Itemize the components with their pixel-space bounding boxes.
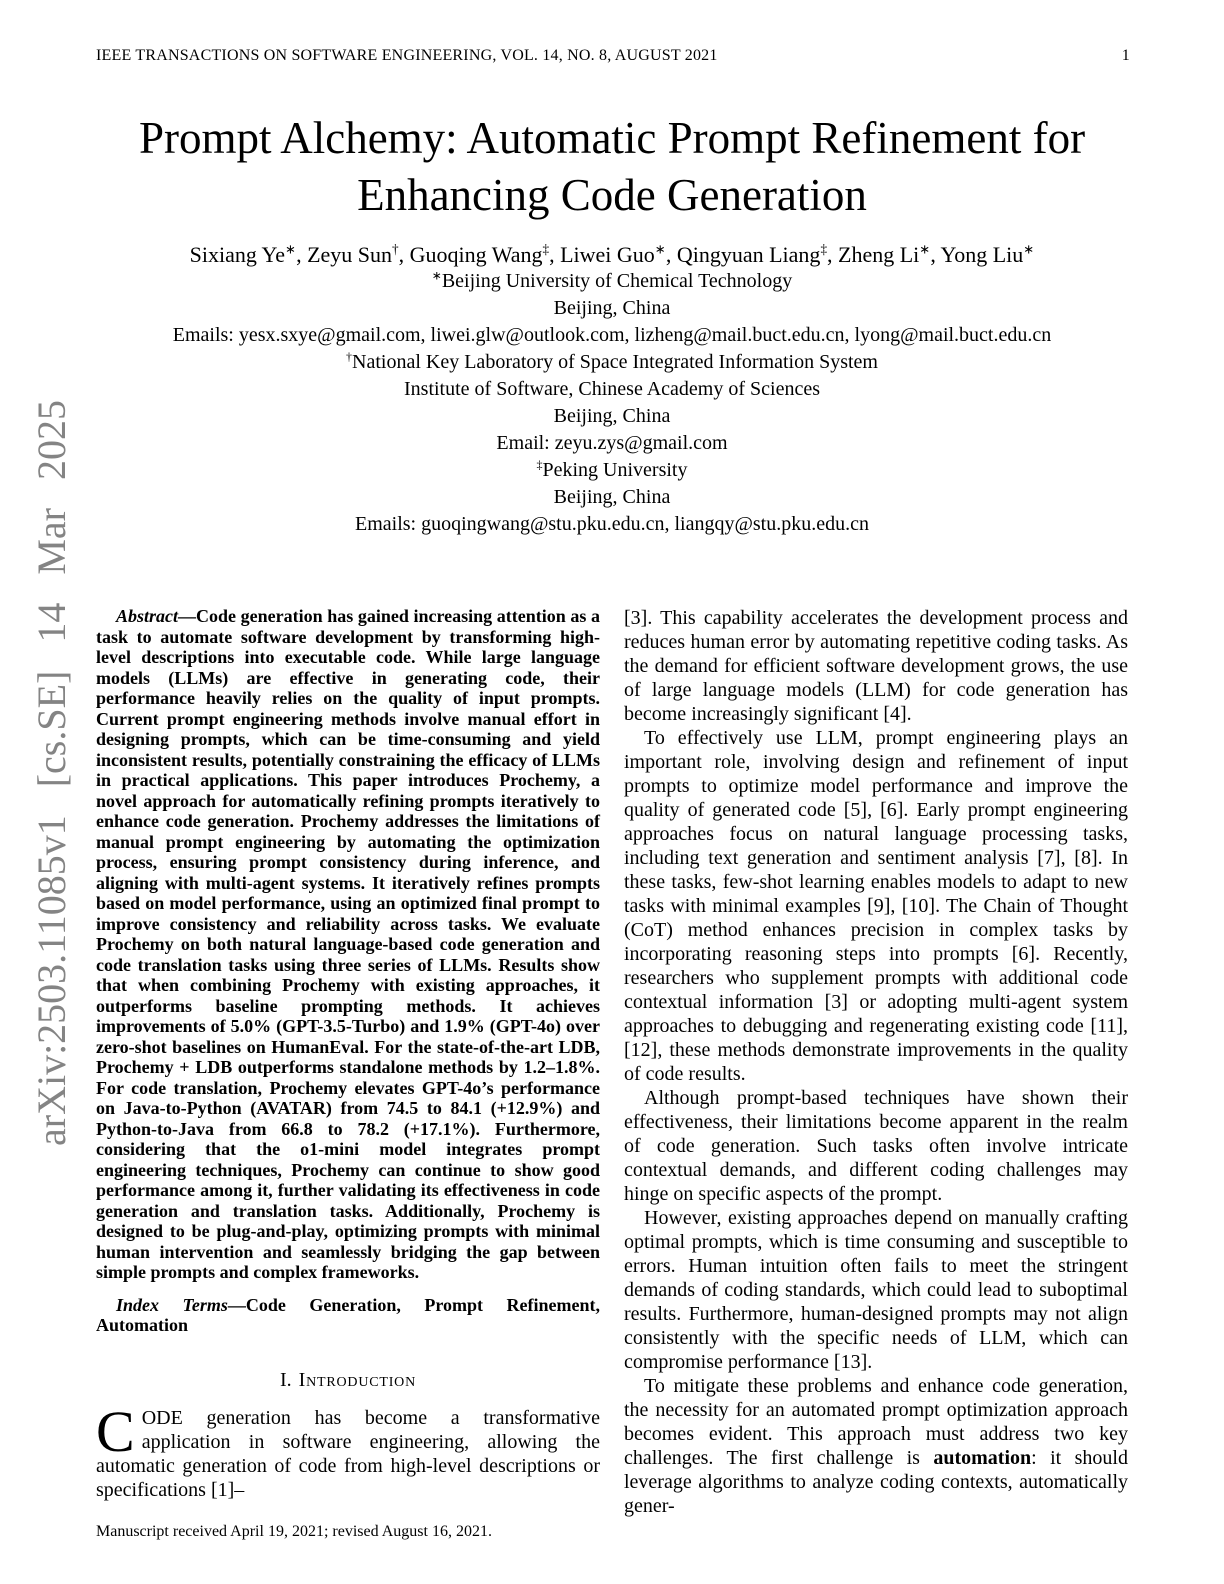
affiliation-emails-pku: Emails: guoqingwang@stu.pku.edu.cn, liangqy@stu.pku.edu.cn — [355, 513, 869, 535]
index-terms-label: Index Terms — [116, 1294, 228, 1315]
left-column — [96, 606, 600, 1541]
author: Yong Liu∗ — [940, 241, 1035, 267]
affiliation-emails-buct: Emails: yesx.sxye@gmail.com, liwei.glw@outlook.com, lizheng@mail.buct.edu.cn, lyong@mail.buct.edu.cn — [172, 324, 1052, 346]
affiliation-line-nklab: †National Key Laboratory of Space Integrated Information System — [346, 349, 878, 373]
author: Guoqing Wang‡, — [409, 241, 561, 267]
body-paragraph — [624, 1374, 1128, 1518]
author-affiliation-marker: ∗ — [919, 241, 931, 257]
body-paragraph: To effectively use LLM, prompt engineering plays an important role, involving design and refinement of input prompts to optimize model performance and improve the quality of generated code [5], [6]. Early prompt engineering approaches focus on natural language processing tasks, including text generation and sentiment analysis [7], [8]. In these tasks, few-shot learning enables models to adapt to new tasks with minimal examples [9], [10]. The Chain of Thought (CoT) method enhances precision in complex tasks by incorporating reasoning steps into prompts [6]. Recently, researchers who supplement prompts with additional code contextual information [3] or adopting multi-agent system approaches to debugging and regenerating existing code [11], [12], these methods demonstrate improvements in the quality of code results. — [624, 727, 1128, 1085]
paragraph-text: : it should leverage algorithms to analyze coding contexts, automatically gener- — [624, 1447, 1128, 1517]
section-heading-introduction — [96, 1368, 600, 1392]
author-affiliation-marker: † — [392, 241, 399, 257]
arxiv-watermark: arXiv:2503.11085v1 [cs.SE] 14 Mar 2025 — [29, 400, 74, 1146]
bold-keyword-automation: automation — [933, 1447, 1032, 1469]
paragraph-text: To mitigate these problems and enhance code generation, the necessity for an automated prompt optimization approach becomes evident. This approach must address two key challenges. The first challenge is — [624, 1375, 1128, 1469]
author: Zeyu Sun†, — [307, 241, 410, 267]
body-paragraph: [3]. This capability accelerates the development process and reduces human error by automating repetitive coding tasks. As the demand for efficient software development grows, the use of large language models (LLM) for code generation has become increasingly significant [4]. — [624, 607, 1128, 725]
intro-paragraph — [96, 1398, 600, 1502]
paper-title-line2: Enhancing Code Generation — [357, 170, 867, 220]
affiliation-city: Beijing, China — [553, 405, 671, 427]
journal-title: IEEE TRANSACTIONS ON SOFTWARE ENGINEERING, VOL. 14, NO. 8, AUGUST 2021 — [96, 47, 718, 64]
author-affiliation-marker: ∗ — [285, 241, 297, 257]
affiliation-city: Beijing, China — [553, 486, 671, 508]
affiliation-email-iscas: Email: zeyu.zys@gmail.com — [496, 432, 728, 454]
paper-title — [96, 110, 1128, 224]
author-affiliation-marker: ‡ — [820, 241, 828, 257]
paper-body — [96, 0, 1128, 1541]
manuscript-footnote: Manuscript received April 19, 2021; revised August 16, 2021. — [96, 1522, 492, 1540]
right-column — [624, 606, 1128, 1541]
index-terms-text: —Code Generation, Prompt Refinement, Automation — [96, 1294, 600, 1335]
affiliation-city: Beijing, China — [553, 297, 671, 319]
affiliation-line-buct: ∗Beijing University of Chemical Technology — [431, 268, 793, 292]
affiliation-institute: Institute of Software, Chinese Academy of Sciences — [404, 378, 820, 400]
section-title: Introduction — [298, 1368, 417, 1391]
abstract-text: —Code generation has gained increasing attention as a task to automate software development by transforming high-level descriptions into executable code. While large language models (LLMs) are effective in generating code, their performance heavily relies on the quality of input prompts. Current prompt engineering methods involve manual effort in designing prompts, which can be time-consuming and yield inconsistent results, potentially constraining the efficacy of LLMs in practical applications. This paper introduces Prochemy, a novel approach for automatically refining prompts iteratively to enhance code generation. Prochemy addresses the limitations of manual prompt engineering by automating the optimization process, ensuring prompt consistency during inference, and aligning with multi-agent systems. It iteratively refines prompts based on model performance, using an optimized final prompt to improve consistency and reliability across tasks. We evaluate Prochemy on both natural language-based code generation and code translation tasks using three series of LLMs. Results show that when combining Prochemy with existing approaches, it outperforms baseline prompting methods. It achieves improvements of 5.0% (GPT-3.5-Turbo) and 1.9% (GPT-4o) over zero-shot baselines on HumanEval. For the state-of-the-art LDB, Prochemy + LDB outperforms standalone methods by 1.2–1.8%. For code translation, Prochemy elevates GPT-4o’s performance on Java-to-Python (AVATAR) from 74.5 to 84.1 (+12.9%) and Python-to-Java from 66.8 to 78.2 (+17.1%). Furthermore, considering that the o1-mini model integrates prompt engineering techniques, Prochemy can continue to show good performance among it, further validating its effectiveness in code generation and translation tasks. Additionally, Prochemy is designed to be plug-and-play, optimizing prompts with minimal human intervention and seamlessly bridging the gap between simple prompts and complex frameworks. — [96, 606, 600, 1282]
affiliation-marker: ∗ — [431, 268, 442, 283]
affiliation-marker: ‡ — [536, 457, 543, 472]
author-line — [96, 241, 1128, 268]
index-terms — [96, 1295, 600, 1336]
body-paragraph: However, existing approaches depend on manually crafting optimal prompts, which is time consuming and susceptible to errors. Human intuition often fails to meet the stringent demands of coding standards, which could lead to suboptimal results. Furthermore, human-designed prompts may not align consistently with the specific needs of LLM, which can compromise performance [13]. — [624, 1207, 1128, 1373]
author: Liwei Guo∗, — [560, 241, 677, 267]
author-affiliation-marker: ∗ — [654, 241, 666, 257]
author: Sixiang Ye∗, — [189, 241, 308, 267]
affiliation-marker: † — [346, 349, 353, 364]
section-number: I. — [279, 1368, 292, 1391]
two-column-layout — [96, 606, 1128, 1541]
author-affiliation-marker: ∗ — [1023, 241, 1035, 257]
author: Zheng Li∗, — [838, 241, 941, 267]
intro-paragraph-text: ODE generation has become a transformative application in software engineering, allowing the automatic generation of code from high-level descriptions or specifications [1]– — [96, 1406, 600, 1501]
page-number: 1 — [1121, 47, 1130, 64]
abstract-label: Abstract — [116, 606, 179, 626]
author-affiliation-marker: ‡ — [542, 241, 550, 257]
paper-title-line1: Prompt Alchemy: Automatic Prompt Refinement for — [138, 113, 1086, 163]
affiliation-line-pku: ‡Peking University — [536, 457, 688, 481]
running-header — [96, 46, 1130, 66]
body-paragraph: Although prompt-based techniques have shown their effectiveness, their limitations become apparent in the realm of code generation. Such tasks often involve intricate contextual demands, and different coding challenges may hinge on specific aspects of the prompt. — [624, 1087, 1128, 1205]
abstract-paragraph — [96, 606, 600, 1283]
drop-cap: C — [96, 1398, 135, 1464]
author: Qingyuan Liang‡, — [676, 241, 839, 267]
